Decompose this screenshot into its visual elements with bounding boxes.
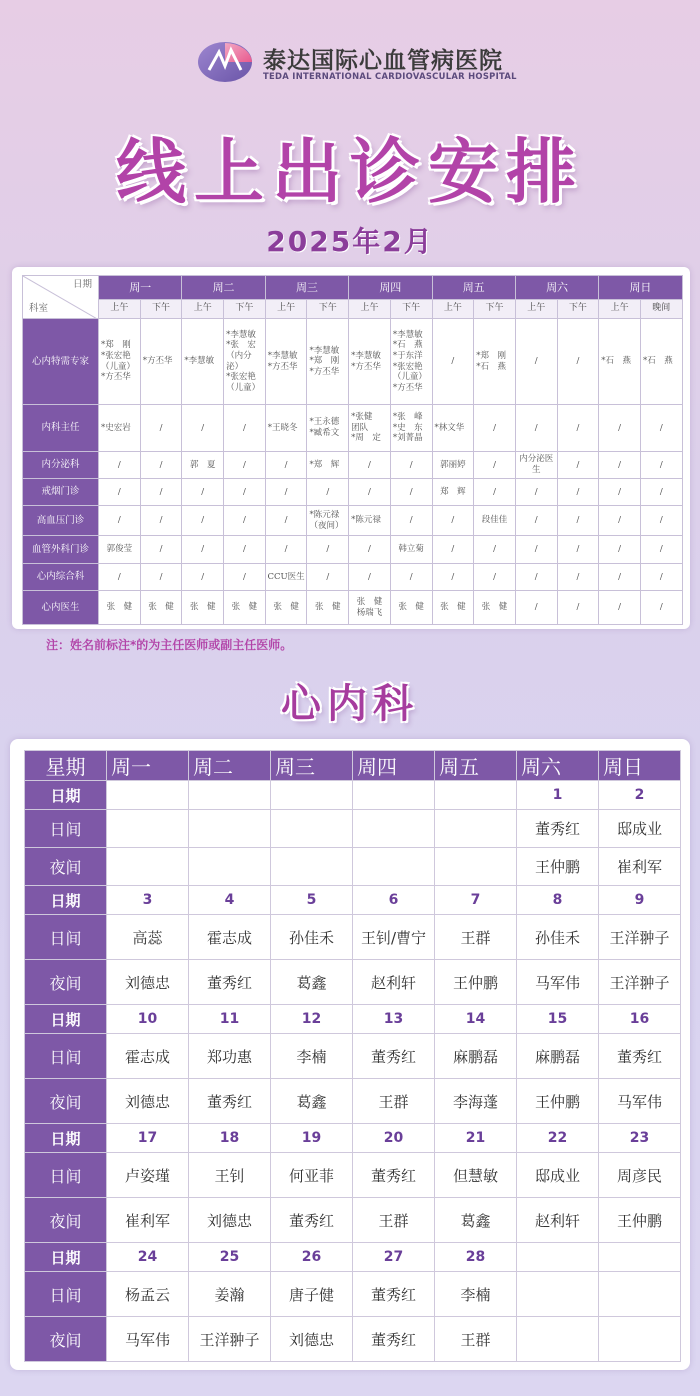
day-shift-doctor [353, 810, 435, 848]
day-shift-doctor: 何亚菲 [271, 1153, 353, 1198]
schedule-cell: / [224, 564, 266, 591]
corner-dept-label: 科室 [29, 303, 49, 315]
day-shift-doctor: 霍志成 [107, 1034, 189, 1079]
slot-header: 上午 [515, 300, 557, 319]
night-shift-doctor: 马军伟 [599, 1079, 681, 1124]
night-shift-doctor [189, 848, 271, 886]
night-shift-label: 夜间 [25, 960, 107, 1005]
schedule-row [23, 452, 683, 479]
schedule-cell: / [390, 506, 432, 536]
day-shift-doctor [107, 810, 189, 848]
day-shift-doctor: 孙佳禾 [271, 915, 353, 960]
schedule-cell: / [599, 536, 641, 564]
day-shift-doctor: 邸成业 [599, 810, 681, 848]
date-cell [435, 781, 517, 810]
day-header: 周五 [432, 276, 515, 300]
schedule-cell: / [224, 506, 266, 536]
schedule-row [23, 564, 683, 591]
date-cell: 16 [599, 1005, 681, 1034]
schedule-cell: / [99, 506, 141, 536]
schedule-cell: / [557, 506, 599, 536]
slot-header: 上午 [99, 300, 141, 319]
schedule-row [23, 479, 683, 506]
day-shift-doctor: 邸成业 [517, 1153, 599, 1198]
schedule-cell: 张 健 [140, 591, 182, 625]
night-shift-doctor: 王仲鹏 [517, 1079, 599, 1124]
schedule-cell: / [307, 536, 349, 564]
date-cell [599, 1243, 681, 1272]
date-cell: 8 [517, 886, 599, 915]
night-shift-doctor: 王群 [353, 1079, 435, 1124]
schedule-cell: / [307, 479, 349, 506]
schedule-cell: CCU医生 [265, 564, 307, 591]
date-cell: 26 [271, 1243, 353, 1272]
schedule-cell: / [557, 479, 599, 506]
night-shift-label: 夜间 [25, 1079, 107, 1124]
schedule-cell: / [515, 319, 557, 405]
schedule-cell: 郭丽婷 [432, 452, 474, 479]
weekday-header: 周二 [189, 751, 271, 781]
weekday-corner: 星期 [25, 751, 107, 781]
date-cell: 23 [599, 1124, 681, 1153]
schedule-cell: 张 健 [265, 591, 307, 625]
date-cell: 13 [353, 1005, 435, 1034]
dept-label: 心内医生 [23, 591, 99, 625]
schedule-cell: / [474, 564, 516, 591]
date-row-label: 日期 [25, 1005, 107, 1034]
schedule-cell: / [599, 479, 641, 506]
schedule-cell: / [599, 506, 641, 536]
schedule-cell: / [474, 479, 516, 506]
schedule-cell: / [515, 536, 557, 564]
schedule-cell: / [432, 506, 474, 536]
date-cell: 19 [271, 1124, 353, 1153]
schedule-cell: / [349, 479, 391, 506]
schedule-cell: / [182, 506, 224, 536]
day-shift-doctor: 麻鹏磊 [435, 1034, 517, 1079]
date-cell: 20 [353, 1124, 435, 1153]
day-shift-label: 日间 [25, 1034, 107, 1079]
corner-date-label: 日期 [72, 279, 92, 290]
schedule-cell: / [140, 405, 182, 452]
night-shift-doctor: 赵利轩 [517, 1198, 599, 1243]
weekday-header: 周一 [107, 751, 189, 781]
dept-label: 高血压门诊 [23, 506, 99, 536]
day-shift-doctor: 李楠 [271, 1034, 353, 1079]
night-shift-doctor: 王仲鹏 [517, 848, 599, 886]
schedule-cell: 段佳佳 [474, 506, 516, 536]
date-cell [353, 781, 435, 810]
online-schedule-table [22, 275, 683, 625]
schedule-cell: / [599, 405, 641, 452]
schedule-cell: / [99, 452, 141, 479]
night-shift-doctor: 葛鑫 [435, 1198, 517, 1243]
day-header: 周日 [599, 276, 682, 300]
day-shift-label: 日间 [25, 1153, 107, 1198]
heart-logo-icon [197, 40, 255, 84]
schedule-cell: *李慧敏 *郑 刚 *方丕华 [307, 319, 349, 405]
day-header: 周六 [515, 276, 598, 300]
date-cell [517, 1243, 599, 1272]
day-shift-label: 日间 [25, 810, 107, 848]
day-shift-doctor: 董秀红 [599, 1034, 681, 1079]
weekday-header: 周五 [435, 751, 517, 781]
date-cell: 6 [353, 886, 435, 915]
date-cell [189, 781, 271, 810]
day-shift-doctor: 王洋翀子 [599, 915, 681, 960]
schedule-cell: / [140, 479, 182, 506]
schedule-cell: 张 健 [224, 591, 266, 625]
night-shift-doctor [435, 848, 517, 886]
schedule-cell: / [640, 536, 682, 564]
night-shift-doctor: 葛鑫 [271, 960, 353, 1005]
night-shift-doctor [107, 848, 189, 886]
night-shift-doctor: 董秀红 [271, 1198, 353, 1243]
schedule-cell: *王晓冬 [265, 405, 307, 452]
night-shift-doctor: 崔利军 [107, 1198, 189, 1243]
schedule-cell: 张 健 [182, 591, 224, 625]
night-shift-doctor: 王洋翀子 [599, 960, 681, 1005]
day-shift-doctor: 李楠 [435, 1272, 517, 1317]
date-cell: 25 [189, 1243, 271, 1272]
schedule-cell: / [349, 452, 391, 479]
night-shift-doctor: 刘德忠 [107, 960, 189, 1005]
schedule-cell: *郑 刚 *张宏艳 （儿童） *方丕华 [99, 319, 141, 405]
schedule-cell: / [265, 506, 307, 536]
day-shift-doctor: 董秀红 [517, 810, 599, 848]
day-shift-doctor [271, 810, 353, 848]
schedule-cell: 内分泌医生 [515, 452, 557, 479]
section-title: 心内科 [281, 681, 419, 727]
schedule-cell: / [640, 405, 682, 452]
date-cell: 1 [517, 781, 599, 810]
slot-header: 下午 [557, 300, 599, 319]
slot-header: 下午 [307, 300, 349, 319]
schedule-cell: / [599, 564, 641, 591]
schedule-cell: 郭 夏 [182, 452, 224, 479]
schedule-cell: / [265, 536, 307, 564]
night-shift-doctor: 王仲鹏 [435, 960, 517, 1005]
schedule-cell: *石 燕 [599, 319, 641, 405]
date-cell: 27 [353, 1243, 435, 1272]
schedule-cell: *方丕华 [140, 319, 182, 405]
schedule-cell: / [265, 479, 307, 506]
day-shift-label: 日间 [25, 915, 107, 960]
slot-header: 下午 [140, 300, 182, 319]
schedule-cell: *郑 辉 [307, 452, 349, 479]
schedule-cell: / [557, 536, 599, 564]
schedule-cell: / [515, 479, 557, 506]
schedule-cell: / [390, 564, 432, 591]
schedule-cell: / [557, 591, 599, 625]
slot-header: 上午 [599, 300, 641, 319]
date-row-label: 日期 [25, 1243, 107, 1272]
night-shift-doctor: 董秀红 [353, 1317, 435, 1362]
schedule-cell: / [432, 536, 474, 564]
dept-label: 血管外科门诊 [23, 536, 99, 564]
date-row-label: 日期 [25, 781, 107, 810]
schedule-cell: *李慧敏 [182, 319, 224, 405]
night-shift-label: 夜间 [25, 1317, 107, 1362]
night-shift-doctor [353, 848, 435, 886]
day-header: 周三 [265, 276, 348, 300]
schedule-cell: *李慧敏 *石 燕 *于东洋 *张宏艳 （儿童） *方丕华 [390, 319, 432, 405]
schedule-cell: / [599, 452, 641, 479]
schedule-cell: 张 健 [390, 591, 432, 625]
weekday-header: 周日 [599, 751, 681, 781]
schedule-cell: / [557, 319, 599, 405]
day-shift-doctor: 周彦民 [599, 1153, 681, 1198]
schedule-cell: / [349, 536, 391, 564]
day-shift-label: 日间 [25, 1272, 107, 1317]
schedule-cell: / [99, 564, 141, 591]
day-shift-doctor: 卢姿瑾 [107, 1153, 189, 1198]
schedule-cell: / [224, 405, 266, 452]
slot-header: 上午 [265, 300, 307, 319]
day-shift-doctor: 孙佳禾 [517, 915, 599, 960]
night-shift-doctor: 王仲鹏 [599, 1198, 681, 1243]
schedule-cell: / [224, 452, 266, 479]
day-shift-doctor [599, 1272, 681, 1317]
schedule-cell: / [140, 506, 182, 536]
date-cell: 2 [599, 781, 681, 810]
schedule-cell: / [182, 564, 224, 591]
night-shift-doctor: 刘德忠 [107, 1079, 189, 1124]
schedule-cell: / [474, 536, 516, 564]
date-cell: 22 [517, 1124, 599, 1153]
month-title: 2025年2月 [266, 225, 434, 258]
day-header: 周四 [349, 276, 432, 300]
day-shift-doctor: 霍志成 [189, 915, 271, 960]
schedule-row [23, 506, 683, 536]
schedule-cell: / [640, 452, 682, 479]
day-shift-doctor [517, 1272, 599, 1317]
schedule-cell: *张 峰 *史 东 *刘菁晶 [390, 405, 432, 452]
date-cell: 17 [107, 1124, 189, 1153]
date-cell: 12 [271, 1005, 353, 1034]
day-shift-doctor: 王钊 [189, 1153, 271, 1198]
day-shift-doctor [435, 810, 517, 848]
schedule-cell: *李慧敏 *张 宏 （内分泌） *张宏艳 （儿童） [224, 319, 266, 405]
slot-header: 下午 [390, 300, 432, 319]
weekday-header: 周四 [353, 751, 435, 781]
schedule-cell: / [640, 506, 682, 536]
date-cell: 5 [271, 886, 353, 915]
day-shift-doctor [189, 810, 271, 848]
date-cell: 14 [435, 1005, 517, 1034]
schedule-cell: 张 健 [99, 591, 141, 625]
schedule-cell: 张 健 杨瑞飞 [349, 591, 391, 625]
hospital-logo-block [197, 38, 517, 90]
night-shift-doctor: 刘德忠 [189, 1198, 271, 1243]
schedule-cell: / [640, 479, 682, 506]
night-shift-doctor: 葛鑫 [271, 1079, 353, 1124]
schedule-row [23, 591, 683, 625]
hospital-name: 泰达国际心血管病医院 [263, 48, 503, 74]
schedule-cell: / [557, 564, 599, 591]
dept-label: 心内综合科 [23, 564, 99, 591]
schedule-cell: / [474, 405, 516, 452]
date-cell: 7 [435, 886, 517, 915]
schedule-cell: / [515, 591, 557, 625]
weekday-header: 周六 [517, 751, 599, 781]
schedule-cell: 张 健 [432, 591, 474, 625]
schedule-cell: / [557, 452, 599, 479]
dept-label: 心内特需专家 [23, 319, 99, 405]
slot-header: 上午 [349, 300, 391, 319]
day-header: 周一 [99, 276, 182, 300]
date-cell: 10 [107, 1005, 189, 1034]
schedule-cell: / [474, 452, 516, 479]
date-cell: 24 [107, 1243, 189, 1272]
schedule-cell: / [557, 405, 599, 452]
date-row-label: 日期 [25, 886, 107, 915]
slot-header: 上午 [182, 300, 224, 319]
date-cell: 21 [435, 1124, 517, 1153]
night-shift-doctor: 董秀红 [189, 960, 271, 1005]
schedule-row [23, 405, 683, 452]
schedule-cell: *陈元禄 [349, 506, 391, 536]
page-title: 线上出诊安排 [116, 131, 584, 213]
day-shift-doctor: 高蕊 [107, 915, 189, 960]
schedule-cell: / [515, 405, 557, 452]
schedule-cell: 郭俊莹 [99, 536, 141, 564]
schedule-cell: / [99, 479, 141, 506]
schedule-cell: / [515, 564, 557, 591]
schedule-cell: 张 健 [307, 591, 349, 625]
schedule-cell: *史宏岩 [99, 405, 141, 452]
day-shift-doctor: 董秀红 [353, 1153, 435, 1198]
schedule-cell: / [349, 564, 391, 591]
night-shift-doctor: 王洋翀子 [189, 1317, 271, 1362]
schedule-cell: *王永德 *臧希文 [307, 405, 349, 452]
day-shift-doctor: 郑功惠 [189, 1034, 271, 1079]
schedule-cell: / [640, 564, 682, 591]
night-shift-doctor: 王群 [435, 1317, 517, 1362]
day-shift-doctor: 唐子健 [271, 1272, 353, 1317]
schedule-cell: / [432, 564, 474, 591]
date-cell [107, 781, 189, 810]
schedule-cell: *林文华 [432, 405, 474, 452]
schedule-cell: *李慧敏 *方丕华 [349, 319, 391, 405]
schedule-cell: / [432, 319, 474, 405]
night-shift-doctor [517, 1317, 599, 1362]
day-shift-doctor: 但慧敏 [435, 1153, 517, 1198]
date-row-label: 日期 [25, 1124, 107, 1153]
slot-header: 上午 [432, 300, 474, 319]
date-cell: 28 [435, 1243, 517, 1272]
schedule-cell: / [182, 405, 224, 452]
day-shift-doctor: 麻鹏磊 [517, 1034, 599, 1079]
schedule-cell: / [224, 536, 266, 564]
schedule-cell: / [599, 591, 641, 625]
night-shift-doctor [599, 1317, 681, 1362]
schedule-row [23, 536, 683, 564]
dept-label: 内分泌科 [23, 452, 99, 479]
night-shift-doctor: 马军伟 [107, 1317, 189, 1362]
schedule-cell: / [515, 506, 557, 536]
schedule-cell: *陈元禄 （夜间） [307, 506, 349, 536]
cardiology-duty-table [24, 750, 681, 1362]
schedule-row [23, 319, 683, 405]
date-cell: 4 [189, 886, 271, 915]
schedule-cell: *李慧敏 *方丕华 [265, 319, 307, 405]
date-cell: 15 [517, 1005, 599, 1034]
schedule-cell: *郑 刚 *石 燕 [474, 319, 516, 405]
dept-label: 内科主任 [23, 405, 99, 452]
schedule-cell: / [140, 536, 182, 564]
night-shift-doctor: 李海蓬 [435, 1079, 517, 1124]
day-shift-doctor: 杨孟云 [107, 1272, 189, 1317]
schedule-cell: / [390, 452, 432, 479]
night-shift-doctor: 董秀红 [189, 1079, 271, 1124]
schedule-cell: / [640, 591, 682, 625]
night-shift-doctor: 刘德忠 [271, 1317, 353, 1362]
date-cell: 9 [599, 886, 681, 915]
schedule-cell: / [265, 452, 307, 479]
day-shift-doctor: 王钊/曹宁 [353, 915, 435, 960]
night-shift-doctor: 赵利轩 [353, 960, 435, 1005]
table-corner [23, 276, 99, 319]
day-shift-doctor: 董秀红 [353, 1272, 435, 1317]
schedule-cell: / [307, 564, 349, 591]
date-cell: 11 [189, 1005, 271, 1034]
schedule-cell: / [182, 479, 224, 506]
schedule-cell: 郑 辉 [432, 479, 474, 506]
schedule-cell: / [140, 564, 182, 591]
schedule-cell: *石 燕 [640, 319, 682, 405]
hospital-english-name: TEDA INTERNATIONAL CARDIOVASCULAR HOSPITAL [263, 71, 517, 81]
date-cell: 18 [189, 1124, 271, 1153]
night-shift-doctor [271, 848, 353, 886]
night-shift-doctor: 马军伟 [517, 960, 599, 1005]
schedule-cell: / [224, 479, 266, 506]
schedule-cell: 韩立菊 [390, 536, 432, 564]
schedule-cell: 张 健 [474, 591, 516, 625]
day-header: 周二 [182, 276, 265, 300]
slot-header: 下午 [474, 300, 516, 319]
date-cell [271, 781, 353, 810]
day-shift-doctor: 董秀红 [353, 1034, 435, 1079]
schedule-cell: / [182, 536, 224, 564]
date-cell: 3 [107, 886, 189, 915]
footnote: 注：姓名前标注*的为主任医师或副主任医师。 [46, 638, 293, 652]
day-shift-doctor: 姜瀚 [189, 1272, 271, 1317]
weekday-header: 周三 [271, 751, 353, 781]
schedule-cell: / [140, 452, 182, 479]
night-shift-label: 夜间 [25, 1198, 107, 1243]
night-shift-doctor: 王群 [353, 1198, 435, 1243]
night-shift-label: 夜间 [25, 848, 107, 886]
night-shift-doctor: 崔利军 [599, 848, 681, 886]
day-shift-doctor: 王群 [435, 915, 517, 960]
slot-header: 晚间 [640, 300, 682, 319]
schedule-cell: *张健 团队 *周 定 [349, 405, 391, 452]
schedule-cell: / [390, 479, 432, 506]
dept-label: 戒烟门诊 [23, 479, 99, 506]
slot-header: 下午 [224, 300, 266, 319]
